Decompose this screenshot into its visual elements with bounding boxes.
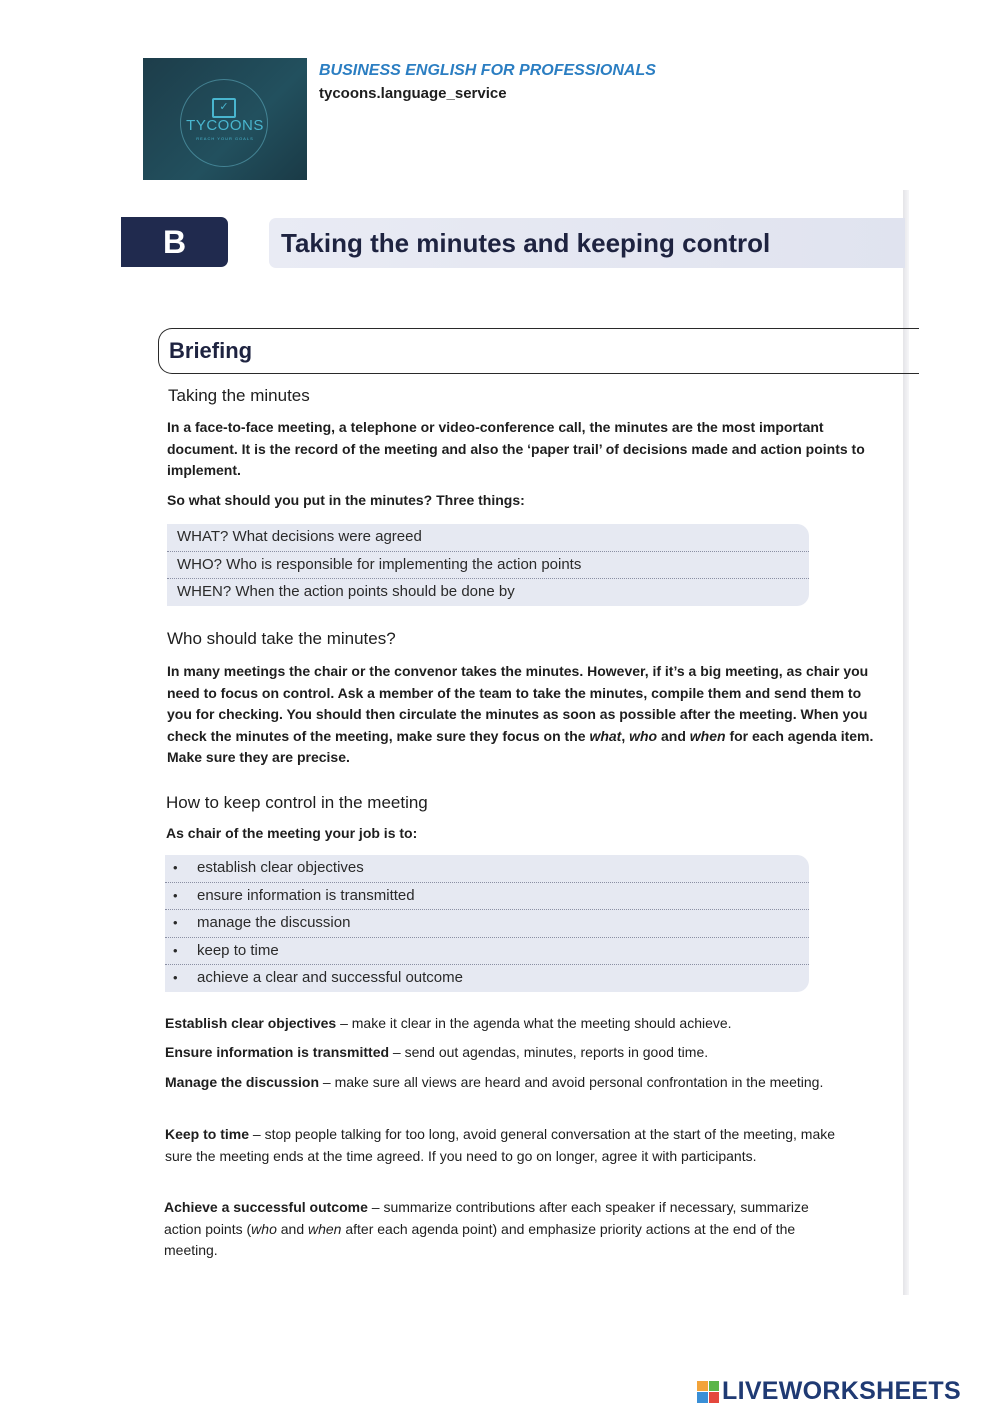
explanation-information <box>165 1042 877 1064</box>
bullet-icon: • <box>173 860 178 875</box>
outcome-text-b: after each agenda point) and emphasize priority actions at the end of the meeting. <box>164 1220 796 1258</box>
taking-minutes-heading: Taking the minutes <box>168 386 310 405</box>
who-takes-and: and <box>657 727 690 744</box>
logo-square <box>697 1392 708 1403</box>
checkbox-briefcase-icon: ✓ <box>212 98 236 118</box>
taking-minutes-paragraph: In a face-to-face meeting, a telephone or video-conference call, the minutes are the most important document. It is the record of the meeting and also the ‘paper trail’ of decisions made and action points to implement. <box>167 419 865 478</box>
emphasis-what: what <box>589 727 622 744</box>
list-item: WHAT? What decisions were agreed <box>167 524 809 552</box>
header-handle: tycoons.language_service <box>319 85 507 102</box>
explanation-text: – stop people talking for too long, avoid general conversation at the start of the meeting, make sure the meeting ends at the time agreed. If you need to go on longer, agree it with participants. <box>165 1126 836 1164</box>
explanation-text: – send out agendas, minutes, reports in good time. <box>389 1044 709 1060</box>
list-item-text: keep to time <box>197 941 279 959</box>
logo-square <box>697 1381 708 1392</box>
explanation-term: Ensure information is transmitted <box>165 1044 390 1060</box>
emphasis-who: who <box>629 727 658 744</box>
who-takes-heading: Who should take the minutes? <box>167 629 396 648</box>
bullet-icon: • <box>173 970 178 985</box>
explanation-term: Manage the discussion <box>165 1074 320 1090</box>
list-item-text: ensure information is transmitted <box>197 886 415 904</box>
emphasis-when: when <box>689 727 726 744</box>
logo-square <box>709 1392 720 1403</box>
explanation-outcome <box>164 1197 844 1262</box>
tycoons-logo <box>143 58 307 180</box>
list-item-text: manage the discussion <box>197 914 351 931</box>
list-item: WHEN? When the action points should be done by <box>177 583 515 600</box>
outcome-text-a: – summarize contributions after each speaker if necessary, summarize action points ( <box>164 1199 809 1237</box>
bullet-icon: • <box>173 915 178 930</box>
explanation-term: Establish clear objectives <box>165 1015 337 1031</box>
section-letter: B <box>121 217 228 267</box>
keep-control-heading: How to keep control in the meeting <box>166 793 428 812</box>
list-item: WHO? Who is responsible for implementing the action points <box>167 552 809 580</box>
three-things-question: So what should you put in the minutes? Three things: <box>167 492 525 508</box>
explanation-term: Keep to time <box>165 1126 250 1142</box>
who-takes-paragraph <box>167 661 879 769</box>
keep-control-intro: As chair of the meeting your job is to: <box>166 825 418 841</box>
bullet-icon: • <box>173 942 178 958</box>
section-title-bar <box>269 218 905 268</box>
watermark-text: LIVEWORKSHEETS <box>722 1377 961 1405</box>
who-takes-text-b: for each agenda item. Make sure they are precise. <box>167 727 874 765</box>
liveworksheets-logo-icon <box>697 1381 719 1403</box>
list-item <box>165 938 809 966</box>
emphasis-when: when <box>308 1220 342 1237</box>
briefing-title: Briefing <box>169 338 253 363</box>
list-item <box>165 965 809 992</box>
who-takes-text-a: In many meetings the chair or the convenor takes the minutes. However, if it’s a big meeting, as chair you need to focus on control. Ask a member of the team to take the minutes, compile them and send them to you for checking. You should then circulate the minutes as soon as possible after the meeting. When you check the minutes of the meeting, make sure they focus on the <box>167 663 869 744</box>
liveworksheets-watermark <box>697 1377 961 1406</box>
explanation-time <box>165 1124 865 1167</box>
bullet-icon: • <box>173 887 178 903</box>
briefing-header <box>158 328 919 374</box>
logo-tagline: REACH YOUR GOALS <box>196 136 254 141</box>
chair-duties-list <box>165 855 809 992</box>
list-item-text: achieve a clear and successful outcome <box>197 969 463 986</box>
explanation-text: – make it clear in the agenda what the meeting should achieve. <box>336 1015 732 1031</box>
logo-square <box>709 1381 720 1392</box>
emphasis-who: who <box>251 1220 277 1237</box>
explanation-discussion <box>165 1072 865 1094</box>
explanation-term: Achieve a successful outcome <box>164 1199 368 1215</box>
logo-name: TYCOONS <box>186 117 264 134</box>
three-things-list <box>167 524 809 606</box>
explanation-objectives <box>165 1013 877 1035</box>
list-item <box>165 883 809 911</box>
list-item <box>165 855 809 883</box>
section-title: Taking the minutes and keeping control <box>281 228 771 258</box>
who-takes-comma: , <box>621 727 630 744</box>
list-item <box>165 910 809 938</box>
explanation-text: – make sure all views are heard and avoid personal confrontation in the meeting. <box>319 1074 824 1090</box>
outcome-and: and <box>276 1220 308 1237</box>
list-item-text: establish clear objectives <box>197 859 364 876</box>
header-title: BUSINESS ENGLISH FOR PROFESSIONALS <box>319 62 656 79</box>
